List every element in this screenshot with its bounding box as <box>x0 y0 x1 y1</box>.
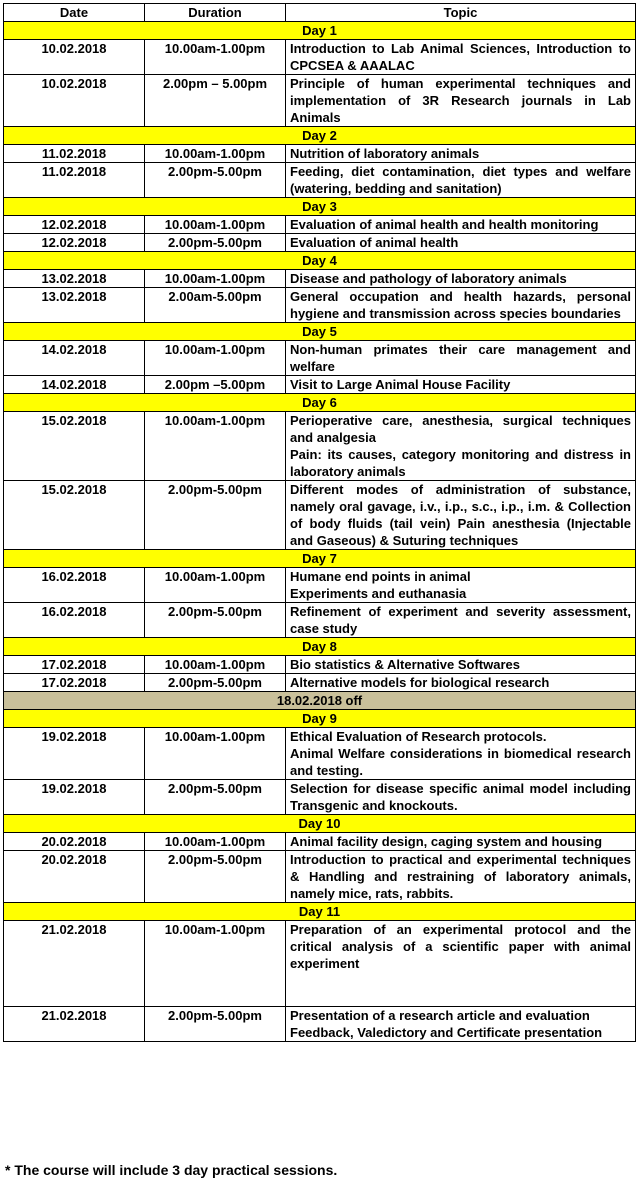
topic-column-header: Topic <box>286 4 636 22</box>
day-label: Day 7 <box>4 550 636 568</box>
session-topic <box>286 481 636 550</box>
session-row <box>4 1007 636 1042</box>
session-date: 14.02.2018 <box>4 376 145 394</box>
session-date: 11.02.2018 <box>4 145 145 163</box>
topic-line: Different modes of administration of substance, namely oral gavage, i.v., i.p., s.c., i.p., i.m. & Collection of body fluids (tail vein) Pain anesthesia (Injectable and Gaseous) & Suturing techniques <box>290 482 631 548</box>
topic-line: Feeding, diet contamination, diet types and welfare (watering, bedding and sanitation) <box>290 164 631 196</box>
session-row <box>4 145 636 163</box>
topic-line: Pain: its causes, category monitoring and distress in laboratory animals <box>290 447 631 479</box>
day-label: Day 4 <box>4 252 636 270</box>
session-row <box>4 234 636 252</box>
off-day-label: 18.02.2018 off <box>4 692 636 710</box>
session-topic <box>286 728 636 780</box>
topic-line: Disease and pathology of laboratory animals <box>290 271 567 286</box>
session-topic <box>286 341 636 376</box>
day-header-row <box>4 252 636 270</box>
session-row <box>4 40 636 75</box>
off-day-row <box>4 692 636 710</box>
session-row <box>4 921 636 1007</box>
topic-line: Introduction to practical and experimental techniques & Handling and restraining of laboratory animals, namely mice, rats, rabbits. <box>290 852 631 901</box>
session-date: 20.02.2018 <box>4 833 145 851</box>
session-row <box>4 833 636 851</box>
session-duration: 2.00pm-5.00pm <box>145 1007 286 1042</box>
session-date: 14.02.2018 <box>4 341 145 376</box>
topic-line: Perioperative care, anesthesia, surgical techniques and analgesia <box>290 413 631 445</box>
topic-line: Ethical Evaluation of Research protocols. <box>290 729 547 744</box>
day-label: Day 2 <box>4 127 636 145</box>
topic-line: Evaluation of animal health and health monitoring <box>290 217 599 232</box>
topic-line: Presentation of a research article and evaluation <box>290 1008 590 1023</box>
topic-line: Preparation of an experimental protocol and the critical analysis of a scientific paper with animal experiment <box>290 922 631 971</box>
session-topic <box>286 376 636 394</box>
session-duration: 2.00pm-5.00pm <box>145 481 286 550</box>
topic-line: Experiments and euthanasia <box>290 586 467 601</box>
topic-line: Refinement of experiment and severity assessment, case study <box>290 604 631 636</box>
session-row <box>4 412 636 481</box>
session-date: 13.02.2018 <box>4 288 145 323</box>
day-label: Day 1 <box>4 22 636 40</box>
footnote: * The course will include 3 day practical sessions. <box>5 1162 338 1178</box>
topic-line: Non-human primates their care management and welfare <box>290 342 631 374</box>
session-topic <box>286 412 636 481</box>
session-topic <box>286 780 636 815</box>
session-topic <box>286 921 636 1007</box>
session-date: 19.02.2018 <box>4 728 145 780</box>
day-label: Day 8 <box>4 638 636 656</box>
session-date: 13.02.2018 <box>4 270 145 288</box>
header-row <box>4 4 636 22</box>
session-duration: 10.00am-1.00pm <box>145 833 286 851</box>
day-label: Day 10 <box>4 815 636 833</box>
session-duration: 2.00pm –5.00pm <box>145 376 286 394</box>
session-duration: 2.00pm-5.00pm <box>145 674 286 692</box>
day-header-row <box>4 710 636 728</box>
day-header-row <box>4 127 636 145</box>
session-date: 12.02.2018 <box>4 216 145 234</box>
session-topic <box>286 288 636 323</box>
session-duration: 10.00am-1.00pm <box>145 921 286 1007</box>
session-duration: 10.00am-1.00pm <box>145 656 286 674</box>
session-row <box>4 163 636 198</box>
session-topic <box>286 603 636 638</box>
session-duration: 2.00pm-5.00pm <box>145 163 286 198</box>
topic-line: Introduction to Lab Animal Sciences, Introduction to CPCSEA & AAALAC <box>290 41 631 73</box>
session-topic <box>286 833 636 851</box>
topic-line: Feedback, Valedictory and Certificate presentation <box>290 1025 603 1040</box>
session-topic <box>286 145 636 163</box>
session-duration: 10.00am-1.00pm <box>145 568 286 603</box>
session-duration: 10.00am-1.00pm <box>145 341 286 376</box>
session-date: 16.02.2018 <box>4 603 145 638</box>
session-duration: 10.00am-1.00pm <box>145 40 286 75</box>
topic-line: Visit to Large Animal House Facility <box>290 377 511 392</box>
duration-column-header: Duration <box>145 4 286 22</box>
session-duration: 2.00pm-5.00pm <box>145 234 286 252</box>
session-duration: 10.00am-1.00pm <box>145 270 286 288</box>
session-topic <box>286 656 636 674</box>
topic-line: Humane end points in animal <box>290 569 471 584</box>
session-topic <box>286 851 636 903</box>
day-label: Day 5 <box>4 323 636 341</box>
day-header-row <box>4 550 636 568</box>
session-duration: 2.00pm-5.00pm <box>145 851 286 903</box>
topic-line: Nutrition of laboratory animals <box>290 146 480 161</box>
session-row <box>4 851 636 903</box>
session-row <box>4 674 636 692</box>
date-column-header: Date <box>4 4 145 22</box>
session-topic <box>286 1007 636 1042</box>
session-topic <box>286 40 636 75</box>
topic-line: Animal Welfare considerations in biomedical research and testing. <box>290 746 631 778</box>
session-row <box>4 341 636 376</box>
session-duration: 10.00am-1.00pm <box>145 145 286 163</box>
session-duration: 2.00pm-5.00pm <box>145 780 286 815</box>
topic-line: Selection for disease specific animal model including Transgenic and knockouts. <box>290 781 631 813</box>
day-header-row <box>4 394 636 412</box>
session-date: 15.02.2018 <box>4 481 145 550</box>
session-row <box>4 656 636 674</box>
session-date: 10.02.2018 <box>4 40 145 75</box>
session-duration: 10.00am-1.00pm <box>145 216 286 234</box>
session-date: 20.02.2018 <box>4 851 145 903</box>
session-row <box>4 481 636 550</box>
session-row <box>4 216 636 234</box>
session-date: 15.02.2018 <box>4 412 145 481</box>
session-row <box>4 728 636 780</box>
session-duration: 10.00am-1.00pm <box>145 728 286 780</box>
topic-line: Bio statistics & Alternative Softwares <box>290 657 520 672</box>
session-duration: 2.00pm-5.00pm <box>145 603 286 638</box>
session-date: 10.02.2018 <box>4 75 145 127</box>
session-row <box>4 376 636 394</box>
session-duration: 10.00am-1.00pm <box>145 412 286 481</box>
topic-line: Evaluation of animal health <box>290 235 459 250</box>
session-duration: 2.00pm – 5.00pm <box>145 75 286 127</box>
day-header-row <box>4 198 636 216</box>
session-topic <box>286 75 636 127</box>
session-row <box>4 603 636 638</box>
topic-line: Alternative models for biological research <box>290 675 550 690</box>
session-date: 21.02.2018 <box>4 921 145 1007</box>
schedule-body <box>4 22 636 1042</box>
day-label: Day 11 <box>4 903 636 921</box>
session-topic <box>286 163 636 198</box>
session-duration: 2.00am-5.00pm <box>145 288 286 323</box>
session-topic <box>286 270 636 288</box>
day-header-row <box>4 903 636 921</box>
topic-line: Animal facility design, caging system and housing <box>290 834 603 849</box>
day-label: Day 9 <box>4 710 636 728</box>
day-label: Day 6 <box>4 394 636 412</box>
session-topic <box>286 674 636 692</box>
session-topic <box>286 568 636 603</box>
day-header-row <box>4 22 636 40</box>
session-topic <box>286 234 636 252</box>
day-label: Day 3 <box>4 198 636 216</box>
day-header-row <box>4 323 636 341</box>
session-row <box>4 568 636 603</box>
session-date: 21.02.2018 <box>4 1007 145 1042</box>
session-date: 11.02.2018 <box>4 163 145 198</box>
day-header-row <box>4 815 636 833</box>
course-schedule-table <box>3 3 636 1042</box>
session-row <box>4 288 636 323</box>
topic-line: General occupation and health hazards, personal hygiene and transmission across species boundaries <box>290 289 631 321</box>
session-row <box>4 780 636 815</box>
topic-line: Principle of human experimental techniques and implementation of 3R Research journals in Lab Animals <box>290 76 631 125</box>
session-date: 17.02.2018 <box>4 656 145 674</box>
session-row <box>4 75 636 127</box>
session-date: 12.02.2018 <box>4 234 145 252</box>
day-header-row <box>4 638 636 656</box>
session-topic <box>286 216 636 234</box>
session-row <box>4 270 636 288</box>
session-date: 19.02.2018 <box>4 780 145 815</box>
session-date: 17.02.2018 <box>4 674 145 692</box>
session-date: 16.02.2018 <box>4 568 145 603</box>
